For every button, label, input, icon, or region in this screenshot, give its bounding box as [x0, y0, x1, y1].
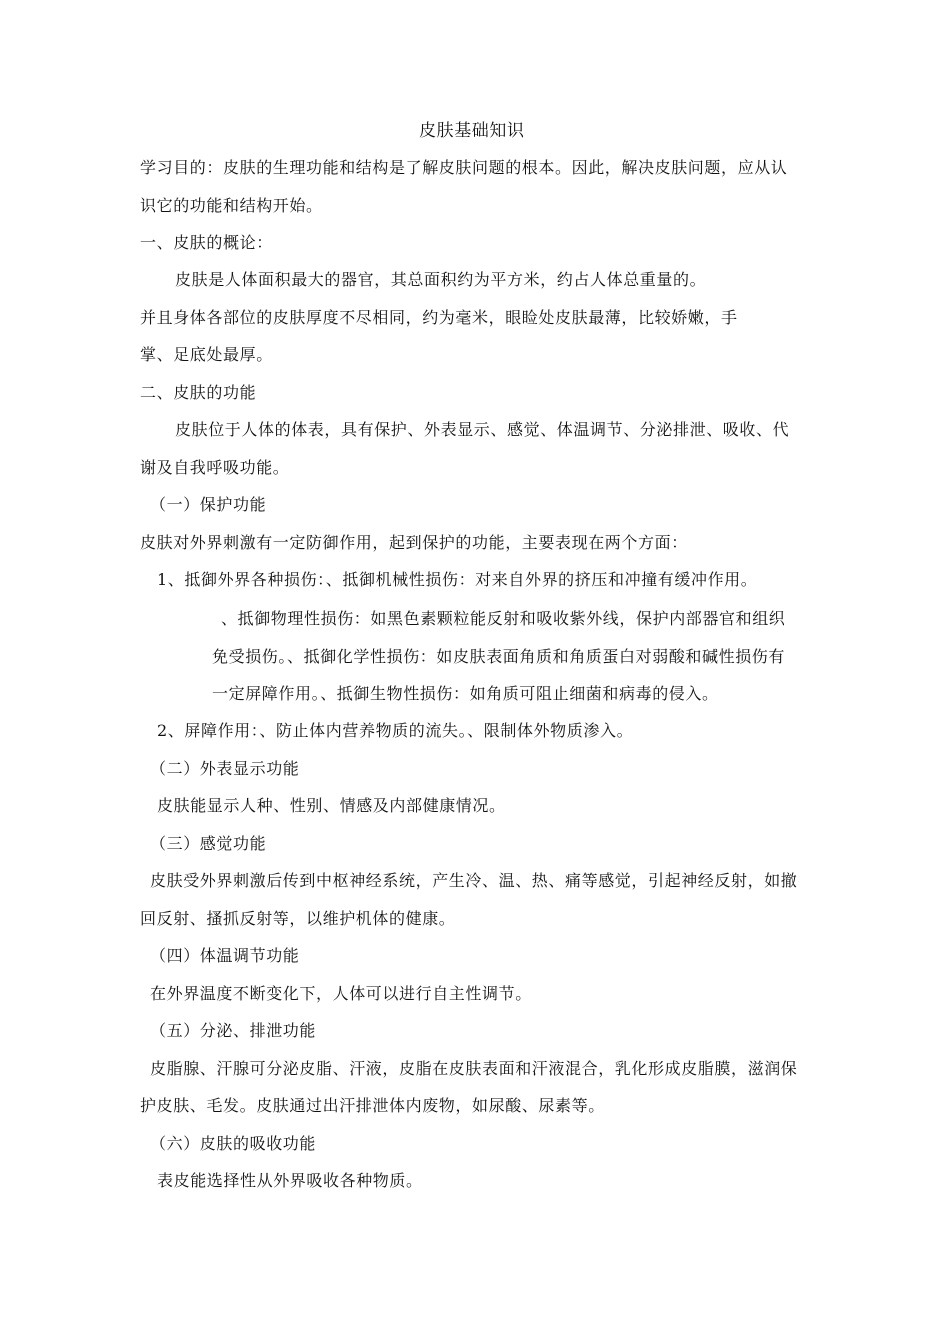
text-line: 一定屏障作用。、抵御生物性损伤：如角质可阻止细菌和病毒的侵入。	[212, 684, 719, 703]
section-heading: 一、皮肤的概论：	[140, 233, 273, 252]
subsection-heading: （六）皮肤的吸收功能	[150, 1134, 317, 1153]
text-line: 学习目的：皮肤的生理功能和结构是了解皮肤问题的根本。因此，解决皮肤问题，应从认	[140, 158, 788, 177]
text-line: 2、屏障作用：、防止体内营养物质的流失。、限制体外物质渗入。	[157, 721, 634, 740]
subsection-heading: （一）保护功能	[150, 495, 267, 514]
text-line: 1、抵御外界各种损伤：、抵御机械性损伤：对来自外界的挤压和冲撞有缓冲作用。	[157, 570, 758, 589]
text-line: 免受损伤。、抵御化学性损伤：如皮肤表面角质和角质蛋白对弱酸和碱性损伤有	[212, 647, 786, 666]
subsection-heading: （五）分泌、排泄功能	[150, 1021, 317, 1040]
text-line: 皮肤对外界刺激有一定防御作用，起到保护的功能，主要表现在两个方面：	[140, 533, 688, 552]
text-line: 回反射、搔抓反射等，以维护机体的健康。	[140, 909, 456, 928]
text-line: 皮肤受外界刺激后传到中枢神经系统，产生冷、温、热、痛等感觉，引起神经反射，如撤	[150, 871, 798, 890]
text-line: 谢及自我呼吸功能。	[140, 458, 290, 477]
text-line: 表皮能选择性从外界吸收各种物质。	[157, 1171, 423, 1190]
subsection-heading: （二）外表显示功能	[150, 759, 300, 778]
text-line: 在外界温度不断变化下，人体可以进行自主性调节。	[150, 984, 532, 1003]
text-line: 、抵御物理性损伤：如黑色素颗粒能反射和吸收紫外线，保护内部器官和组织	[221, 609, 786, 628]
text-line: 皮肤是人体面积最大的器官，其总面积约为平方米，约占人体总重量的。	[175, 270, 707, 289]
text-line: 皮肤位于人体的体表，具有保护、外表显示、感觉、体温调节、分泌排泄、吸收、代	[175, 420, 790, 439]
section-heading: 二、皮肤的功能	[140, 383, 257, 402]
text-line: 皮肤能显示人种、性别、情感及内部健康情况。	[157, 796, 506, 815]
subsection-heading: （三）感觉功能	[150, 834, 267, 853]
text-line: 并且身体各部位的皮肤厚度不尽相同，约为毫米，眼睑处皮肤最薄，比较娇嫩，手	[140, 308, 738, 327]
text-line: 护皮肤、毛发。皮肤通过出汗排泄体内废物，如尿酸、尿素等。	[140, 1096, 605, 1115]
document-title: 皮肤基础知识	[419, 121, 525, 141]
text-line: 掌、足底处最厚。	[140, 345, 273, 364]
text-line: 皮脂腺、汗腺可分泌皮脂、汗液，皮脂在皮肤表面和汗液混合，乳化形成皮脂膜，滋润保	[150, 1059, 798, 1078]
text-line: 识它的功能和结构开始。	[140, 196, 323, 215]
subsection-heading: （四）体温调节功能	[150, 946, 300, 965]
